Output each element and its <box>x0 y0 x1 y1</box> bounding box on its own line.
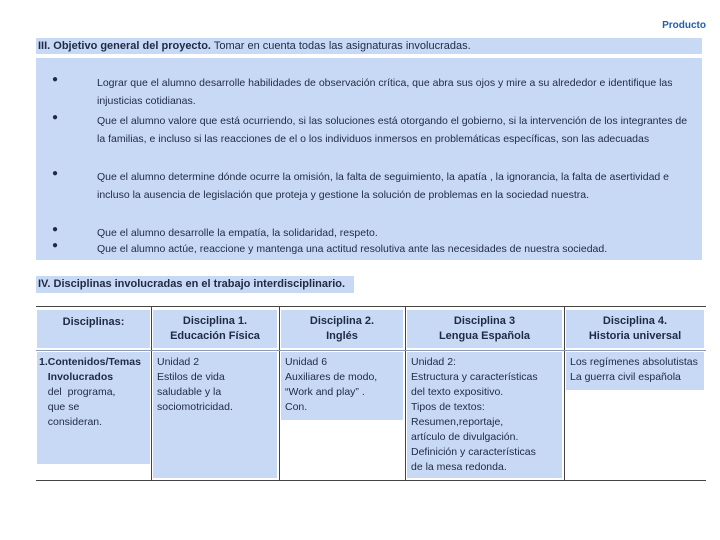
table-header-rule <box>36 350 706 351</box>
product-label: Producto <box>662 20 706 31</box>
section-3-title-rest: Tomar en cuenta todas las asignaturas involucradas. <box>211 40 471 52</box>
bullet-icon: ● <box>52 74 59 85</box>
table-divider <box>405 306 406 480</box>
section-3-objectives <box>36 58 702 260</box>
header-discipline-4: Disciplina 4. Historia universal <box>566 310 704 348</box>
table-divider <box>564 306 565 480</box>
table-divider <box>279 306 280 480</box>
header-discipline-1: Disciplina 1. Educación Física <box>153 310 277 348</box>
table-top-rule <box>36 306 706 307</box>
section-4-title: IV. Disciplinas involucradas en el trabajo interdisciplinario. <box>36 276 354 293</box>
objective-text: Que el alumno determine dónde ocurre la omisión, la falta de seguimiento, la apatía , la ignorancia, la falta de asertividad e incluso la ausencia de legislación que proteja y gestione la solución de problemas en la sociedad nuestra. <box>97 171 670 201</box>
table-divider <box>151 306 152 480</box>
row-label-bold: 1.Contenidos/Temas Involucrados <box>39 356 141 383</box>
bullet-icon: ● <box>52 168 59 179</box>
cell-discipline-2-content: Unidad 6 Auxiliares de modo, “Work and play” . Con. <box>281 352 403 420</box>
header-disciplines: Disciplinas: <box>37 310 150 348</box>
objective-text: Lograr que el alumno desarrolle habilidades de observación crítica, que abra sus ojos y mire a su alrededor e identifique las injusticias cotidianas. <box>97 77 673 107</box>
bullet-icon: ● <box>52 112 59 123</box>
section-3-title <box>36 38 702 54</box>
row-label-rest: del programa, que se consideran. <box>47 386 116 428</box>
objective-text: Que el alumno valore que está ocurriendo, si las soluciones está otorgando el gobierno, si la intervención de los integrantes de la familias, e incluso si las reacciones de el o los individuos inmersos en problemáticas específicas, son las adecuadas <box>97 115 688 145</box>
cell-discipline-4-content: Los regímenes absolutistas La guerra civil española <box>566 352 704 390</box>
objective-text: Que el alumno actúe, reaccione y mantenga una actitud resolutiva ante las necesidades de nuestra sociedad. <box>97 243 608 255</box>
table-bottom-rule <box>36 480 706 481</box>
header-discipline-3: Disciplina 3 Lengua Española <box>407 310 562 348</box>
header-discipline-2: Disciplina 2. Inglés <box>281 310 403 348</box>
bullet-icon: ● <box>52 240 59 251</box>
cell-discipline-1-content: Unidad 2 Estilos de vida saludable y la sociomotricidad. <box>153 352 277 478</box>
cell-discipline-3-content: Unidad 2: Estructura y características del texto expositivo. Tipos de textos: Resumen,reportaje, artículo de divulgación. Definición y características de la mesa redonda. <box>407 352 562 478</box>
objective-text: Que el alumno desarrolle la empatía, la solidaridad, respeto. <box>97 227 378 239</box>
section-3-title-bold: III. Objetivo general del proyecto. <box>38 40 211 52</box>
bullet-icon: ● <box>52 224 59 235</box>
row-label-contents <box>37 352 150 464</box>
